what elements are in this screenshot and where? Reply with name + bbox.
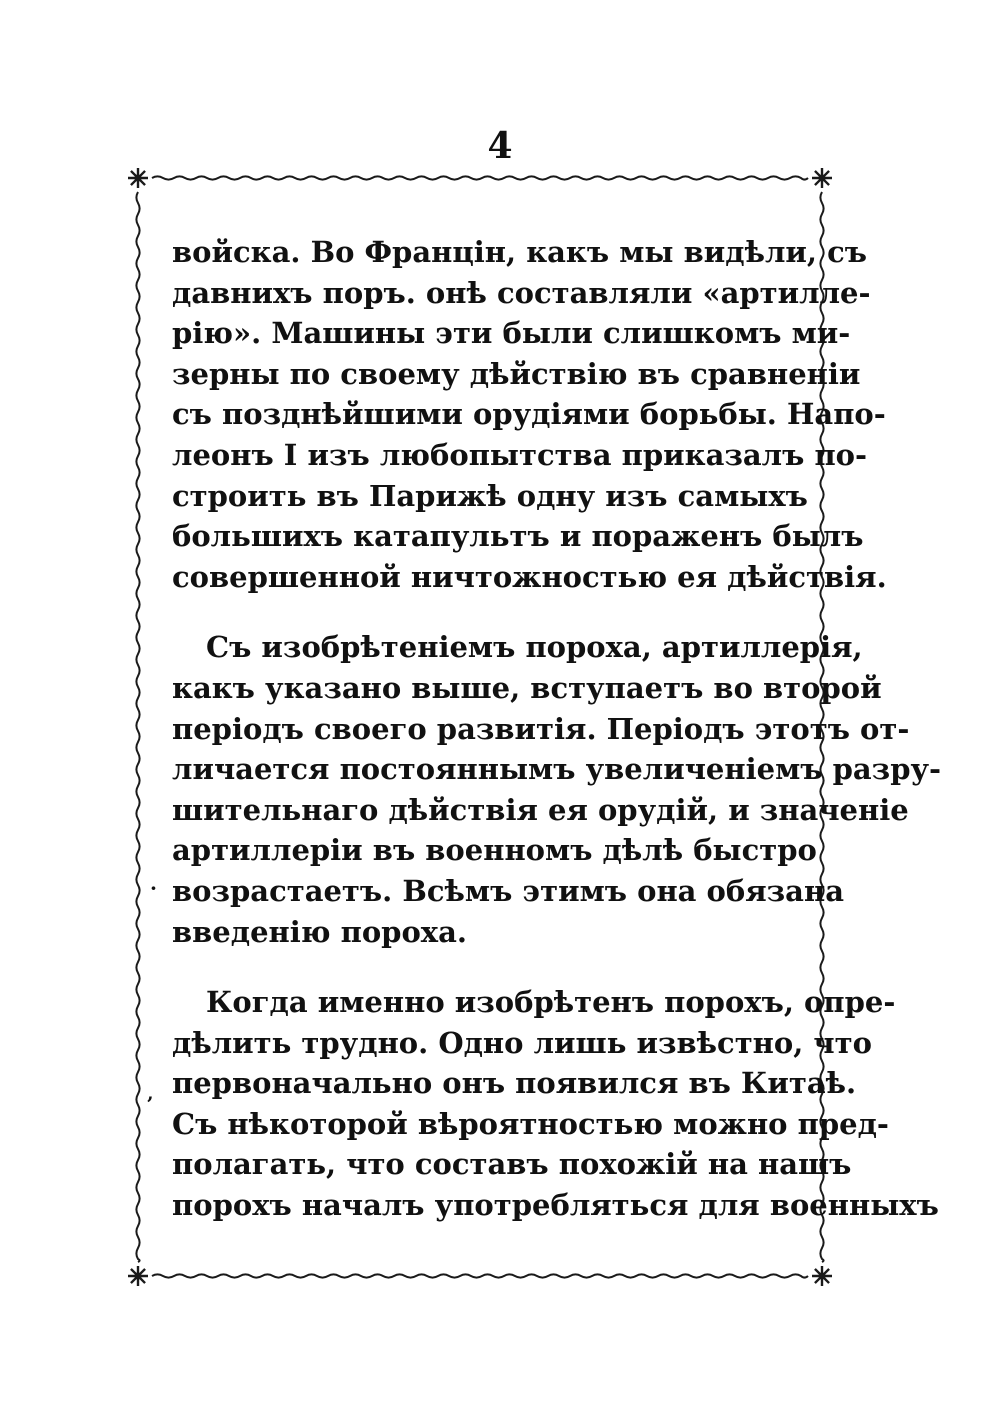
text-line: Съ нѣкоторой вѣроятностью можно пред-: [172, 1106, 889, 1141]
text-line: строить въ Парижѣ одну изъ самыхъ: [172, 478, 808, 513]
text-line: первоначально онъ появился въ Китаѣ.: [172, 1066, 857, 1101]
text-line: періодъ своего развитія. Періодъ этотъ от-: [172, 711, 910, 746]
text-line: съ позднѣйшими орудіями борьбы. Напо-: [172, 397, 886, 432]
text-line: личается постояннымъ увеличеніемъ разру-: [172, 752, 942, 787]
text-line: совершенной ничтожностью ея дѣйствія.: [172, 559, 887, 594]
text-line: Когда именно изобрѣтенъ порохъ, опре-: [206, 985, 896, 1020]
corner-star-icon: [812, 1266, 832, 1286]
border-top-wave: [152, 176, 808, 179]
text-line: полагать, что составъ похожій на нашъ: [172, 1147, 852, 1182]
corner-star-icon: [128, 168, 148, 188]
paragraph-3: [172, 982, 939, 1226]
text-line: дѣлить трудно. Одно лишь извѣстно, что: [172, 1025, 872, 1060]
page-number: 4: [487, 125, 513, 167]
text-line: большихъ катапультъ и пораженъ былъ: [172, 519, 864, 554]
stray-tick-mark: ʼ: [146, 1092, 153, 1116]
paragraph-2: [172, 627, 942, 952]
border-left-wave: [136, 192, 139, 1262]
text-line: артиллеріи въ военномъ дѣлѣ быстро: [172, 833, 817, 868]
text-line: войска. Во Францін, какъ мы видѣли, съ: [172, 235, 868, 269]
text-line: рію». Машины эти были слишкомъ ми-: [172, 316, 851, 351]
text-line: какъ указано выше, вступаетъ во второй: [172, 670, 882, 705]
corner-star-icon: [128, 1266, 148, 1286]
paragraph-1: [172, 232, 887, 597]
body-text: [172, 232, 942, 1226]
text-line: порохъ началъ употребляться для военныхъ: [172, 1188, 939, 1223]
border-bottom-wave: [152, 1274, 808, 1277]
text-line: возрастаетъ. Всѣмъ этимъ она обязана: [172, 873, 844, 908]
stray-dot-mark: ·: [150, 876, 157, 900]
text-line: Съ изобрѣтеніемъ пороха, артиллерія,: [206, 630, 863, 665]
text-line: шительнаго дѣйствія ея орудій, и значеніе: [172, 792, 909, 827]
text-line: леонъ I изъ любопытства приказалъ по-: [172, 437, 868, 472]
paragraph-gap: [172, 952, 784, 982]
text-line: зерны по своему дѣйствію въ сравненіи: [172, 356, 861, 391]
corner-star-icon: [812, 168, 832, 188]
text-line: введенію пороха.: [172, 914, 467, 949]
paragraph-gap: [172, 597, 784, 627]
text-line: давнихъ поръ. онѣ составляли «артилле-: [172, 275, 871, 310]
